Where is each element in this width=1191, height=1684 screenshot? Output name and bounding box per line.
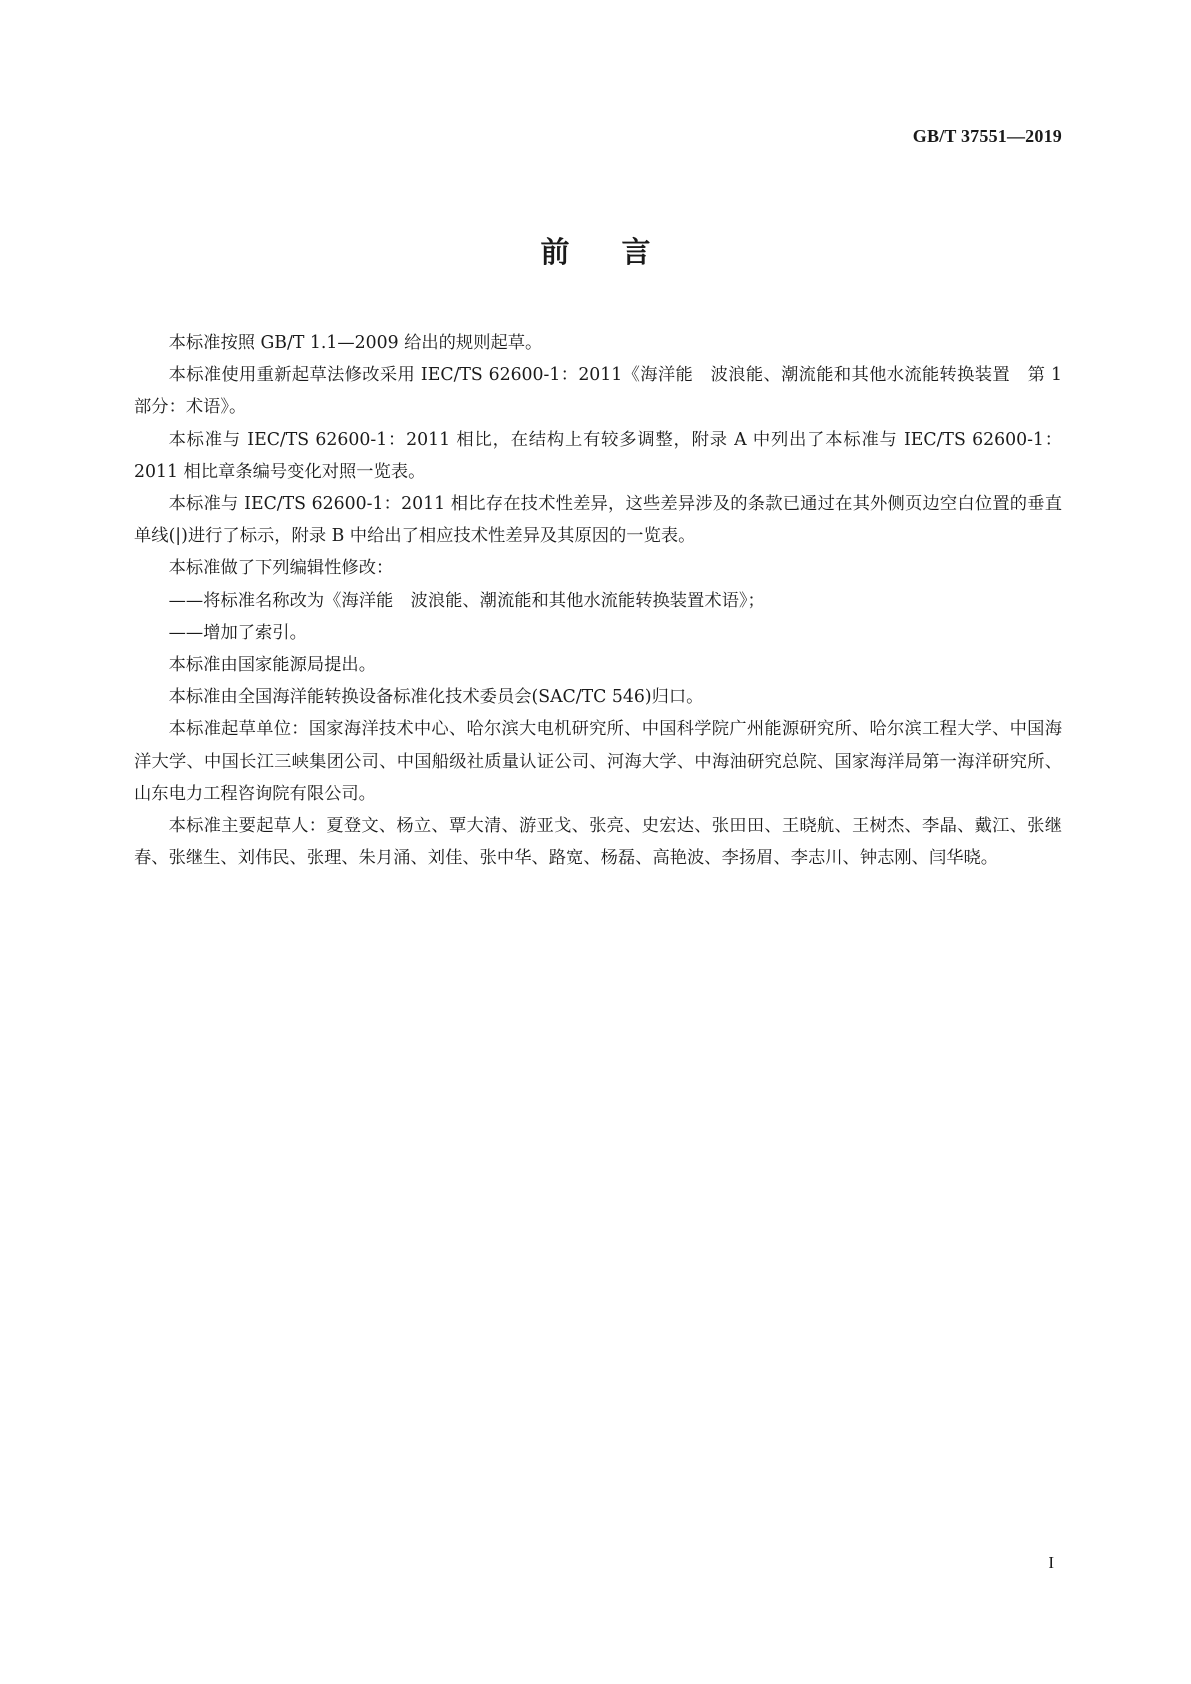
paragraph-editorial-changes-intro: 本标准做了下列编辑性修改：: [168, 558, 394, 579]
paragraph-under-jurisdiction: 本标准由全国海洋能转换设备标准化技术委员会(SAC/TC 546)归口。: [168, 687, 704, 708]
paragraph-main-drafters: 本标准主要起草人：夏登文、杨立、覃大清、游亚戈、张亮、史宏达、张田田、王晓航、王树杰、李晶、戴江、张继春、张继生、刘伟民、张理、朱月涌、刘佳、张中华、路宽、杨磊、高艳波、李扬眉、李志川、钟志刚、闫华晓。: [134, 816, 1062, 869]
foreword-body: [134, 327, 1062, 874]
standard-code: GB/T 37551—2019: [912, 126, 1062, 146]
paragraph-proposed-by: 本标准由国家能源局提出。: [168, 655, 376, 676]
paragraph-technical-differences: 本标准与 IEC/TS 62600-1：2011 相比存在技术性差异，这些差异涉及的条款已通过在其外侧页边空白位置的垂直单线(|)进行了标示，附录 B 中给出了相应技术性差异及其原因的一览表。: [134, 494, 1062, 547]
page-number: I: [1048, 1553, 1054, 1572]
paragraph-drafting-organizations: 本标准起草单位：国家海洋技术中心、哈尔滨大电机研究所、中国科学院广州能源研究所、哈尔滨工程大学、中国海洋大学、中国长江三峡集团公司、中国船级社质量认证公司、河海大学、中海油研究总院、国家海洋局第一海洋研究所、山东电力工程咨询院有限公司。: [134, 719, 1062, 804]
list-item-add-index: ——增加了索引。: [168, 622, 307, 643]
paragraph-structure-changes: 本标准与 IEC/TS 62600-1：2011 相比，在结构上有较多调整，附录 A 中列出了本标准与 IEC/TS 62600-1：2011 相比章条编号变化对照一览表。: [134, 429, 1062, 482]
paragraph-adoption-method: 本标准使用重新起草法修改采用 IEC/TS 62600-1：2011《海洋能 波浪能、潮流能和其他水流能转换装置 第 1 部分：术语》。: [134, 365, 1062, 418]
page-title: 前言: [540, 235, 703, 269]
list-item-rename-title: ——将标准名称改为《海洋能 波浪能、潮流能和其他水流能转换装置术语》；: [168, 590, 765, 611]
paragraph-drafting-rules: 本标准按照 GB/T 1.1—2009 给出的规则起草。: [168, 333, 543, 353]
